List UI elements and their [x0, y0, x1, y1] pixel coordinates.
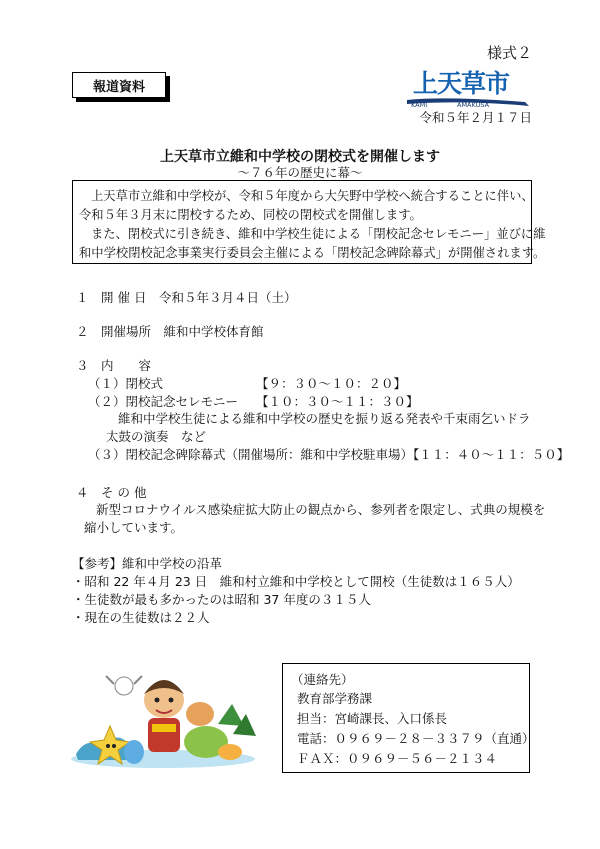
reference-item: ・生徒数が最も多かったのは昭和 37 年度の３１５人 [72, 592, 371, 607]
contact-department: 教育部学務課 [297, 691, 373, 706]
content-item-ceremony: （１）閉校式 [88, 376, 164, 391]
contact-fax: ＦＡＸ：０９６９－５６－２１３４ [297, 751, 498, 766]
summary-line: 和中学校閉校記念事業実行委員会主催による「閉校記念碑除幕式」が開催されます。 [79, 246, 546, 260]
city-logo [405, 66, 533, 108]
mascot-characters-icon [68, 664, 258, 769]
summary-box [72, 180, 546, 264]
contact-heading: （連絡先） [291, 672, 354, 687]
city-logo-mark [405, 66, 533, 108]
section-date: １ 開 催 日 令和５年３月４日（土） [76, 290, 297, 305]
form-number-label: 様式２ [486, 44, 532, 62]
reference-item: ・昭和 22 年４月 23 日 維和村立維和中学校として開校（生徒数は１６５人） [72, 574, 520, 589]
contact-box [282, 663, 535, 773]
section-venue: ２ 開催場所 維和中学校体育館 [76, 324, 264, 339]
contact-phone: 電話：０９６９－２８－３３７９（直通） [297, 731, 535, 746]
summary-line: また、閉校式に引き続き、維和中学校生徒による「閉校記念セレモニー」並びに維 [91, 227, 546, 241]
press-release-badge [72, 72, 166, 98]
logo-sub-left: KAMI [411, 101, 428, 108]
summary-line: 令和５年３月末に閉校するため、同校の閉校式を開催します。 [79, 208, 422, 222]
content-item-memorial-desc: 維和中学校生徒による維和中学校の歴史を振り返る発表や千束雨乞いドラ [118, 411, 531, 426]
reference-heading: 【参考】維和中学校の沿革 [72, 556, 223, 571]
section-content-heading: ３ 内 容 [76, 358, 152, 373]
press-release-label: 報道資料 [92, 79, 145, 95]
content-item-unveiling: （３）閉校記念碑除幕式（開催場所：維和中学校駐車場）【１１：４０～１１：５０】 [88, 447, 570, 462]
reference-item: ・現在の生徒数は２２人 [72, 610, 210, 625]
summary-line: 上天草市立維和中学校が、令和５年度から大矢野中学校へ統合することに伴い、 [91, 189, 534, 203]
issue-date: 令和５年２月１７日 [419, 110, 532, 125]
other-text: 縮小しています。 [84, 520, 184, 535]
other-text: 新型コロナウイルス感染症拡大防止の観点から、参列者を限定し、式典の規模を [96, 502, 546, 517]
content-item-memorial-desc: 太鼓の演奏 など [106, 429, 207, 444]
mascot-illustration [68, 664, 258, 769]
logo-sub-right: AMAKUSA [457, 101, 490, 108]
page-title: 上天草市立維和中学校の閉校式を開催します [160, 149, 440, 165]
contact-person: 担当：宮崎課長、入口係長 [297, 711, 448, 726]
content-item-memorial-time: 【１０：３０～１１：３０】 [256, 394, 419, 409]
page-subtitle: ～７６年の歴史に幕～ [237, 165, 363, 180]
section-other-heading: ４ そ の 他 [76, 485, 147, 500]
logo-text: 上天草市 [413, 69, 510, 98]
content-item-ceremony-time: 【９：３０～１０：２０】 [256, 376, 407, 391]
content-item-memorial: （２）閉校記念セレモニー [88, 394, 239, 409]
